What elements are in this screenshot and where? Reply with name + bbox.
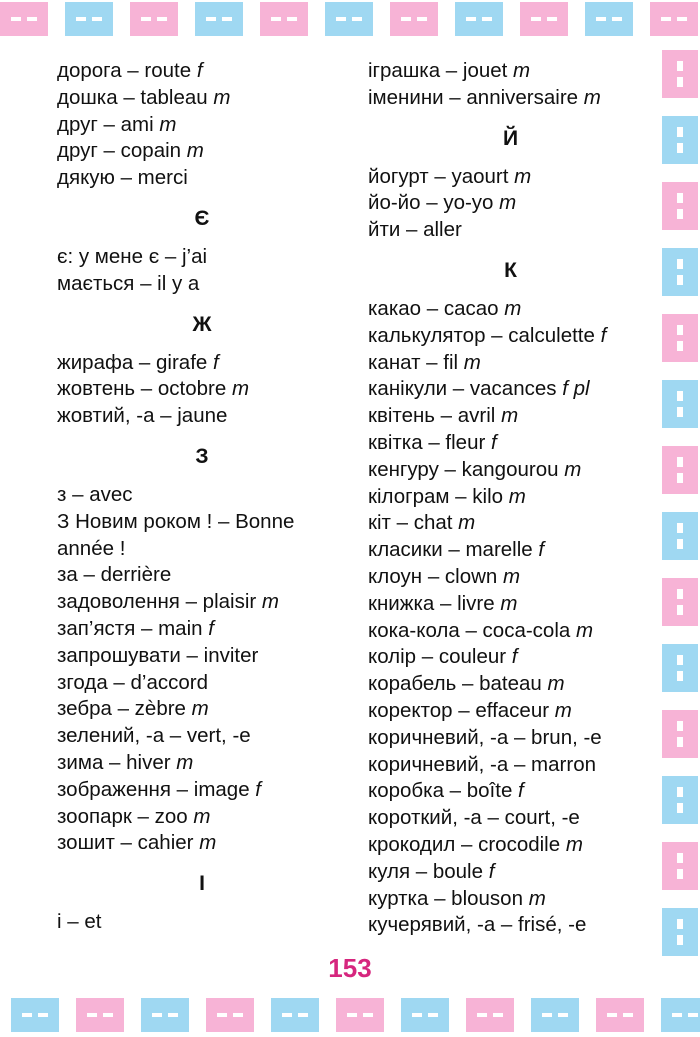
- entry-gender: m: [231, 377, 250, 401]
- dictionary-entry: [368, 323, 653, 350]
- dictionary-entry: [57, 777, 347, 804]
- entry-text: кенгуру – kangourou: [368, 457, 565, 481]
- entry-gender: m: [504, 296, 522, 320]
- dictionary-entry: [368, 164, 653, 191]
- entry-text: корабель – bateau: [368, 672, 548, 696]
- entry-text: з – avec: [57, 482, 133, 506]
- entry-gender: f: [518, 779, 524, 803]
- dictionary-entry: [57, 403, 347, 430]
- dictionary-entry: [57, 723, 347, 750]
- right-column: [368, 58, 653, 939]
- dictionary-entry: [57, 670, 347, 697]
- border-block: [455, 2, 503, 36]
- entry-text: є: у мене є – j’ai: [57, 244, 208, 268]
- border-block: [585, 2, 633, 36]
- border-block: [390, 2, 438, 36]
- entry-gender: m: [159, 112, 177, 136]
- dictionary-entry: [368, 85, 653, 112]
- dictionary-entry: [368, 484, 653, 511]
- letter-heading: З: [195, 444, 209, 468]
- dictionary-entry: [368, 537, 653, 564]
- entry-text: зап’ястя – main: [57, 616, 209, 640]
- entry-gender: m: [501, 404, 519, 428]
- border-block: [76, 998, 124, 1032]
- border-block: [520, 2, 568, 36]
- dictionary-entry: [368, 671, 653, 698]
- entry-gender: f pl: [562, 377, 590, 401]
- border-block: [141, 998, 189, 1032]
- entry-text: зима – hiver: [57, 750, 177, 774]
- entry-text: З Новим роком ! – Bonne année !: [57, 509, 295, 560]
- border-block: [662, 116, 698, 164]
- dictionary-entry: [368, 350, 653, 377]
- entry-text: зображення – image: [57, 777, 256, 801]
- border-block: [662, 842, 698, 890]
- entry-text: коричневий, -а – brun, -e: [368, 725, 602, 749]
- border-block: [662, 50, 698, 98]
- entry-gender: m: [499, 191, 517, 215]
- dictionary-entry: [57, 112, 347, 139]
- entry-gender: m: [191, 697, 209, 721]
- entry-text: клоун – clown: [368, 564, 504, 588]
- dictionary-entry: [368, 510, 653, 537]
- entry-text: коректор – effaceur: [368, 698, 555, 722]
- border-block: [596, 998, 644, 1032]
- entry-text: коричневий, -а – marron: [368, 752, 596, 776]
- border-block: [662, 578, 698, 626]
- entry-text: крокодил – crocodile: [368, 832, 566, 856]
- dictionary-entry: [368, 698, 653, 725]
- border-block: [662, 776, 698, 824]
- border-block: [531, 998, 579, 1032]
- dictionary-entry: [57, 750, 347, 777]
- entry-gender: m: [261, 590, 279, 614]
- border-block: [0, 2, 48, 36]
- dictionary-entry: [368, 217, 653, 244]
- dictionary-entry: [368, 832, 653, 859]
- entry-gender: f: [196, 59, 203, 82]
- entry-text: книжка – livre: [368, 591, 501, 615]
- entry-text: какао – cacao: [368, 296, 505, 320]
- border-block: [466, 998, 514, 1032]
- entry-gender: f: [488, 859, 495, 883]
- dictionary-entry: [368, 403, 653, 430]
- entry-text: куртка – blouson: [368, 886, 529, 910]
- entry-gender: m: [554, 698, 572, 722]
- entry-text: іграшка – jouet: [368, 59, 514, 82]
- dictionary-entry: [368, 430, 653, 457]
- dictionary-entry: [57, 562, 347, 589]
- entry-text: жирафа – girafe: [57, 350, 214, 374]
- dictionary-entry: [57, 85, 347, 112]
- entry-text: колір – couleur: [368, 645, 512, 669]
- dictionary-entry: [368, 912, 653, 939]
- dictionary-entry: [368, 859, 653, 886]
- entry-gender: m: [176, 750, 194, 774]
- dictionary-entry: [57, 589, 347, 616]
- entry-gender: f: [213, 350, 219, 374]
- dictionary-entry: [368, 190, 653, 217]
- entry-gender: f: [491, 430, 497, 454]
- dictionary-entry: [57, 830, 347, 857]
- dictionary-entry: [368, 564, 653, 591]
- entry-text: дошка – tableau: [57, 85, 214, 109]
- entry-gender: m: [463, 350, 481, 374]
- dictionary-entry: [57, 376, 347, 403]
- entry-gender: m: [199, 831, 217, 855]
- dictionary-entry: [368, 725, 653, 752]
- entry-text: і – et: [57, 910, 102, 934]
- dictionary-entry: [57, 58, 347, 85]
- dictionary-entry: [57, 482, 347, 509]
- letter-heading: Й: [502, 126, 519, 150]
- dictionary-entry: [368, 805, 653, 832]
- entry-text: запрошувати – inviter: [57, 643, 259, 667]
- dictionary-entry: [368, 618, 653, 645]
- dictionary-entry: [57, 616, 347, 643]
- border-block: [662, 314, 698, 362]
- dictionary-entry: [57, 509, 347, 563]
- entry-text: кіт – chat: [368, 511, 459, 535]
- entry-text: зошит – cahier: [57, 831, 200, 855]
- dictionary-entry: [368, 886, 653, 913]
- dictionary-entry: [368, 58, 653, 85]
- entry-text: йо-йо – yo-yo: [368, 191, 500, 215]
- entry-text: короткий, -а – court, -e: [368, 806, 580, 830]
- border-block: [650, 2, 698, 36]
- border-block: [65, 2, 113, 36]
- bottom-border: [0, 995, 700, 1037]
- border-block: [662, 908, 698, 956]
- entry-gender: f: [538, 538, 545, 562]
- border-block: [662, 248, 698, 296]
- dictionary-entry: [57, 271, 347, 298]
- border-block: [195, 2, 243, 36]
- border-block: [271, 998, 319, 1032]
- border-block: [662, 644, 698, 692]
- dictionary-entry: [368, 296, 653, 323]
- entry-text: квітень – avril: [368, 404, 502, 428]
- entry-text: задоволення – plaisir: [57, 590, 262, 614]
- entry-gender: m: [528, 886, 546, 910]
- entry-text: зелений, -а – vert, -e: [57, 724, 251, 748]
- border-block: [662, 446, 698, 494]
- entry-text: зебра – zèbre: [57, 697, 192, 721]
- dictionary-entry: [368, 644, 653, 671]
- entry-text: квітка – fleur: [368, 430, 491, 454]
- border-block: [662, 710, 698, 758]
- dictionary-entry: [57, 909, 347, 936]
- entry-gender: f: [600, 323, 607, 347]
- dictionary-entry: [57, 165, 347, 192]
- dictionary-entry: [57, 138, 347, 165]
- entry-gender: m: [583, 85, 601, 109]
- entry-text: йогурт – yaourt: [368, 164, 515, 188]
- border-block: [336, 998, 384, 1032]
- border-block: [206, 998, 254, 1032]
- entry-gender: m: [513, 59, 531, 82]
- entry-gender: m: [547, 672, 565, 696]
- entry-gender: m: [186, 139, 204, 163]
- border-block: [130, 2, 178, 36]
- dictionary-entry: [368, 376, 653, 403]
- dictionary-entry: [57, 804, 347, 831]
- entry-text: калькулятор – calculette: [368, 323, 601, 347]
- letter-heading: Ж: [192, 312, 212, 336]
- left-column: [57, 58, 347, 936]
- entry-gender: m: [564, 457, 582, 481]
- border-block: [662, 182, 698, 230]
- entry-text: мається – il y a: [57, 271, 200, 295]
- entry-text: друг – copain: [57, 139, 187, 163]
- entry-text: згода – d’accord: [57, 670, 209, 694]
- border-block: [662, 380, 698, 428]
- entry-gender: m: [193, 804, 211, 828]
- entry-text: жовтень – octobre: [57, 377, 232, 401]
- entry-text: канат – fil: [368, 350, 464, 374]
- entry-text: жовтий, -а – jaune: [57, 404, 228, 428]
- entry-text: кока-кола – coca-cola: [368, 618, 576, 642]
- dictionary-entry: [57, 244, 347, 271]
- letter-heading: І: [199, 872, 205, 896]
- entry-text: зоопарк – zoo: [57, 804, 194, 828]
- entry-gender: m: [503, 564, 521, 588]
- entry-text: канікули – vacances: [368, 377, 563, 401]
- page-number: 153: [328, 953, 372, 983]
- letter-heading: Є: [194, 206, 210, 230]
- entry-gender: m: [458, 511, 476, 535]
- dictionary-entry: [368, 778, 653, 805]
- entry-text: друг – ami: [57, 112, 160, 136]
- entry-gender: m: [575, 618, 594, 642]
- border-block: [11, 998, 59, 1032]
- top-border: [0, 0, 700, 50]
- entry-text: іменини – anniversaire: [368, 85, 584, 109]
- dictionary-entry: [368, 591, 653, 618]
- entry-text: дорога – route: [57, 59, 197, 82]
- dictionary-entry: [57, 696, 347, 723]
- dictionary-entry: [57, 643, 347, 670]
- entry-gender: f: [208, 616, 214, 640]
- letter-heading: К: [504, 258, 517, 282]
- border-block: [325, 2, 373, 36]
- right-border: [658, 50, 700, 995]
- dictionary-entry: [57, 350, 347, 377]
- entry-gender: m: [500, 591, 518, 615]
- entry-gender: m: [514, 164, 532, 188]
- entry-text: дякую – merci: [57, 166, 188, 190]
- entry-text: коробка – boîte: [368, 779, 519, 803]
- entry-text: куля – boule: [368, 859, 489, 883]
- entry-gender: f: [511, 645, 518, 669]
- border-block: [661, 998, 700, 1032]
- border-block: [401, 998, 449, 1032]
- entry-gender: m: [508, 484, 526, 508]
- border-block: [260, 2, 308, 36]
- entry-text: класики – marelle: [368, 538, 539, 562]
- entry-gender: f: [255, 777, 261, 801]
- dictionary-entry: [368, 457, 653, 484]
- entry-text: кілограм – kilo: [368, 484, 509, 508]
- entry-gender: m: [565, 832, 583, 856]
- entry-text: кучерявий, -а – frisé, -e: [368, 913, 587, 937]
- border-block: [662, 512, 698, 560]
- entry-text: за – derrière: [57, 563, 172, 587]
- entry-gender: m: [213, 85, 231, 109]
- entry-text: йти – aller: [368, 218, 462, 242]
- dictionary-entry: [368, 752, 653, 779]
